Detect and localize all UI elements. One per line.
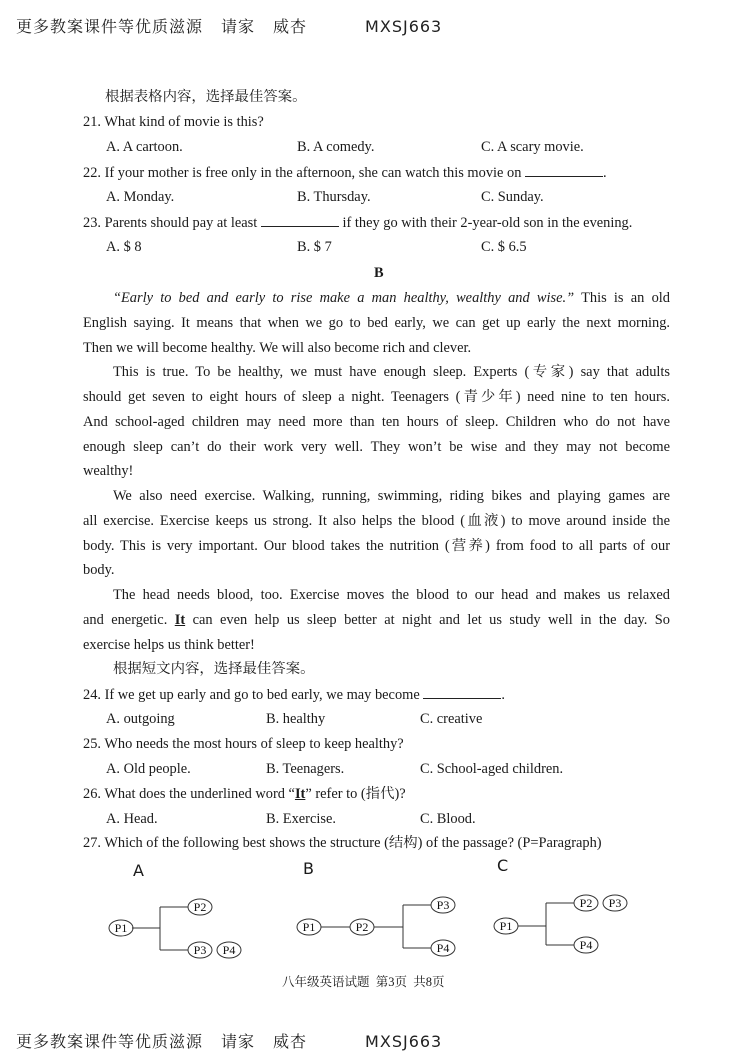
passage-p2-line2: should get seven to eight hours of sleep a night. Teenagers (青少年) need nine to ten hours. (83, 389, 670, 405)
passage-p3-line4: body. (83, 562, 115, 578)
q26-stem-end: ” refer to (指代)? (305, 786, 406, 802)
q22-stem-end: . (603, 165, 607, 181)
watermark-top (16, 14, 442, 37)
q24-option-c: C. creative (420, 711, 483, 727)
passage-p4-line2 (83, 611, 670, 629)
p4-before: and energetic. (83, 612, 175, 628)
q21-option-b: B. A comedy. (297, 139, 375, 155)
watermark-text: 更多教案课件等优质滋源 (16, 17, 204, 36)
passage-p1-line1 (113, 289, 670, 307)
q26-underlined-it: It (294, 786, 306, 802)
q24-option-b: B. healthy (266, 711, 326, 727)
question-27: 27. Which of the following best shows the structure (结构) of the passage? (P=Paragraph) (83, 835, 602, 851)
a-label-p4: P4 (222, 943, 236, 957)
q24-stem-end: . (501, 687, 505, 703)
watermark-name: 威杏 (273, 17, 308, 36)
passage-p3-line1: We also need exercise. Walking, running, swimming, riding bikes and playing games are (113, 488, 670, 504)
section-a-instruction: 根据表格内容，选择最佳答案。 (105, 89, 307, 105)
q23-option-c: C. $ 6.5 (481, 239, 527, 255)
a-label-p3: P3 (193, 943, 207, 957)
p1-rest: This is an old (574, 290, 670, 306)
c-label-p1: P1 (499, 919, 513, 933)
question-21: 21. What kind of movie is this? (83, 114, 264, 130)
q21-option-a: A. A cartoon. (106, 139, 183, 155)
q25-option-a: A. Old people. (106, 761, 191, 777)
q22-blank (525, 163, 603, 177)
underlined-it: It (174, 612, 186, 628)
passage-p2-line4: enough sleep can’t do their work very well. They won’t be wise and they may not become (83, 439, 670, 455)
passage-p2-line1: This is true. To be healthy, we must have enough sleep. Experts (专家) say that adults (113, 364, 670, 380)
watermark-code: MXSJ663 (365, 17, 443, 36)
diagram-a-label: A (133, 861, 144, 880)
q23-stem: 23. Parents should pay at least (83, 215, 258, 231)
passage-p2-line5: wealthy! (83, 463, 134, 479)
question-22 (83, 163, 607, 182)
passage-p3-line2: all exercise. Exercise keeps us strong. It also helps the blood (血液) to move around inside the (83, 513, 670, 529)
q24-option-a: A. outgoing (106, 711, 175, 727)
q22-option-b: B. Thursday. (297, 189, 371, 205)
watermark-bottom (16, 1029, 442, 1052)
q23-option-a: A. $ 8 (106, 239, 142, 255)
question-24 (83, 685, 505, 704)
diagram-b (297, 897, 455, 956)
p4-after: can even help us sleep better at night and let us study well in the day. So (185, 612, 670, 628)
q24-stem: 24. If we get up early and go to bed early, we may become (83, 687, 420, 703)
section-b-instruction: 根据短文内容，选择最佳答案。 (113, 661, 315, 677)
q26-option-b: B. Exercise. (266, 811, 336, 827)
b-label-p4: P4 (436, 941, 450, 955)
question-25: 25. Who needs the most hours of sleep to keep healthy? (83, 736, 404, 752)
q26-stem: 26. What does the underlined word “ (83, 786, 295, 802)
a-label-p1: P1 (114, 921, 128, 935)
diagram-a (109, 899, 241, 958)
q26-option-c: C. Blood. (420, 811, 476, 827)
a-label-p2: P2 (193, 900, 207, 914)
question-23 (83, 213, 632, 232)
c-label-p4: P4 (579, 938, 593, 952)
q21-option-c: C. A scary movie. (481, 139, 584, 155)
q23-blank (261, 213, 339, 227)
c-label-p3: P3 (608, 896, 622, 910)
structure-diagrams (0, 880, 752, 980)
passage-heading: B (374, 265, 384, 281)
q23-stem-end: if they go with their 2-year-old son in the evening. (342, 215, 633, 231)
page-footer: 八年级英语试题 第3页 共8页 (282, 975, 445, 989)
watermark-invite: 请家 (221, 17, 256, 36)
passage-p1-line2: English saying. It means that when we go to bed early, we can get up early the next morning. (83, 315, 670, 331)
saying-italic: “Early to bed and early to rise make a man healthy, wealthy and wise.” (113, 290, 575, 306)
q25-option-b: B. Teenagers. (266, 761, 345, 777)
passage-p2-line3: And school-aged children may need more than ten hours of sleep. Children who do not have (83, 414, 670, 430)
q22-option-c: C. Sunday. (481, 189, 544, 205)
passage-p4-line3: exercise helps us think better! (83, 637, 255, 653)
q25-option-c: C. School-aged children. (420, 761, 564, 777)
passage-p4-line1: The head needs blood, too. Exercise moves the blood to our head and makes us relaxed (113, 587, 670, 603)
q23-option-b: B. $ 7 (297, 239, 332, 255)
diagram-c (494, 895, 627, 953)
watermark-code-bottom: MXSJ663 (365, 1032, 443, 1051)
b-label-p3: P3 (436, 898, 450, 912)
q22-stem: 22. If your mother is free only in the afternoon, she can watch this movie on (83, 165, 522, 181)
c-label-p2: P2 (579, 896, 593, 910)
diagram-b-label: B (303, 859, 314, 878)
q22-option-a: A. Monday. (106, 189, 175, 205)
q26-option-a: A. Head. (106, 811, 158, 827)
passage-p3-line3: body. This is very important. Our blood takes the nutrition (营养) from food to all parts of our (83, 538, 670, 554)
watermark-text-bottom: 更多教案课件等优质滋源 (16, 1032, 204, 1051)
watermark-name-bottom: 威杏 (273, 1032, 308, 1051)
question-26 (83, 785, 406, 803)
q24-blank (423, 685, 501, 699)
b-label-p1: P1 (302, 920, 316, 934)
passage-p1-line3: Then we will become healthy. We will also become rich and clever. (83, 340, 472, 356)
watermark-invite-bottom: 请家 (221, 1032, 256, 1051)
b-label-p2: P2 (355, 920, 369, 934)
diagram-c-label: C (497, 856, 509, 875)
